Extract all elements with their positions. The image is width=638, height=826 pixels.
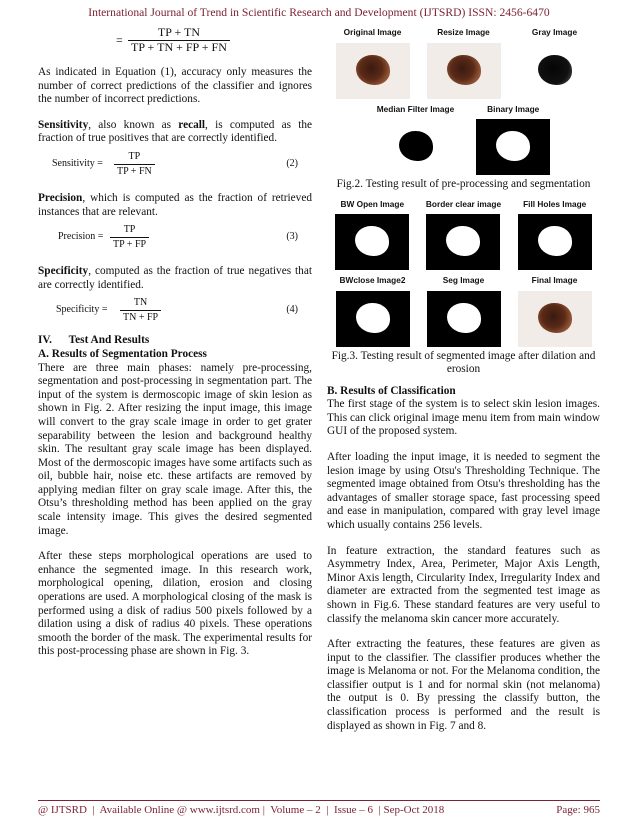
figure-3-row-2	[327, 274, 600, 347]
equation-number: (3)	[286, 231, 298, 243]
paragraph-segmentation: There are three main phases: namely pre-processing, segmentation and post-processing in segmentation part. The input of the system is dermoscopic image of skin lesion as shown in Fig. 2. After resizing the input image, this image will convert to the gray scale image in order to get grater separability between the lesion and background healthy skin. The resultant gray scale image has been displayed. Most of the dermoscopic images have some artifacts such as oil, bubble hair, noise etc. these artifacts are removed by applying median filter on gray scale image. After this, the Otsu’s thresholding method has been applied on the gray scale intensity image. This gives the desired segmented image.	[38, 361, 312, 537]
panel-caption: BW Open Image	[340, 198, 405, 209]
equation-number: (4)	[286, 304, 298, 316]
page-footer	[38, 800, 600, 816]
text: , also known as	[88, 118, 179, 131]
term-sensitivity: Sensitivity	[38, 118, 89, 131]
equation-sensitivity	[38, 150, 312, 184]
lesion	[447, 55, 481, 85]
figure-3-row-1	[327, 198, 600, 271]
panel-caption: Median Filter Image	[376, 103, 455, 114]
panel-caption: Border clear image	[425, 198, 502, 209]
paragraph-classification-2: After loading the input image, it is needed to segment the lesion image by using Otsu's Thresholding Technique. The segmented image obtained from Otsu's thresholding has the advantages of smaller storage space, fast processing speed and ease in manipulation, compared with gray level image which usually contains 256 levels.	[327, 450, 600, 531]
binary-image	[476, 119, 550, 175]
equation-label: Specificity =	[56, 304, 108, 316]
panel-caption: Binary Image	[487, 103, 540, 114]
figure-3-caption: Fig.3. Testing result of segmented image after dilation and erosion	[331, 349, 596, 376]
figure-panel	[335, 198, 409, 271]
text: , is computed as the fraction of true positives that are correctly identified.	[38, 118, 313, 145]
equation-accuracy-tail	[38, 26, 312, 58]
denominator: TP + FP	[110, 237, 149, 252]
equation-precision	[38, 223, 312, 257]
fraction	[110, 223, 149, 251]
figure-2-row-1	[327, 26, 600, 99]
term-precision: Precision	[38, 191, 83, 204]
text: , computed as the fraction of true negatives that are correctly identified.	[38, 265, 312, 291]
paragraph-sensitivity	[38, 119, 312, 146]
numerator: TN	[133, 297, 148, 309]
left-column	[38, 26, 312, 671]
journal-header: International Journal of Trend in Scientific Research and Development (IJTSRD) ISSN: 2456-6470	[88, 6, 550, 19]
figure-panel	[336, 274, 410, 347]
denominator: TN + FP	[120, 310, 161, 325]
paragraph-classification-3: In feature extraction, the standard features such as Asymmetry Index, Area, Perimeter, Major Axis Length, Minor Axis length, Circularity Index, Irregularity Index and diameter are extracted from the segmented test image as shown in Fig.6. These standard features are very useful to classify the melanoma skin cancer more accurately.	[327, 544, 600, 625]
denominator: TP + FN	[114, 164, 155, 179]
figure-2-row-2	[327, 103, 600, 176]
original-image	[336, 43, 410, 99]
figure-3	[327, 198, 600, 377]
bwclose-image	[336, 291, 410, 347]
figure-panel	[427, 26, 501, 99]
lesion	[538, 226, 572, 256]
panel-caption: Seg Image	[442, 275, 485, 286]
lesion	[355, 226, 389, 256]
lesion	[446, 226, 480, 256]
denominator: TP + TN + FP + FN	[128, 40, 230, 55]
numerator: TP + TN	[157, 25, 200, 39]
border-clear-image	[426, 214, 500, 270]
panel-caption: Final Image	[531, 275, 578, 286]
paragraph-morphology: After these steps morphological operations are used to enhance the segmented image. In this research work, morphological opening, dilation, erosion and closing operations are used. A morphological closing of the mask is performed using a disk of radius 500 pixels followed by a dilation using a disk of radius 40 pixels. These operations smooth the border of the mask. The experimental results for this post-processing phase are shown in Fig. 3.	[38, 550, 312, 658]
fraction	[114, 150, 155, 178]
panel-caption: Resize Image	[437, 27, 490, 37]
figure-panel	[518, 198, 592, 271]
bw-open-image	[335, 214, 409, 270]
term-recall: recall	[178, 118, 206, 131]
figure-panel	[377, 103, 454, 176]
equation-specificity	[38, 296, 312, 330]
seg-image	[427, 291, 501, 347]
term-specificity: Specificity	[38, 265, 89, 278]
figure-panel	[426, 198, 501, 271]
panel-caption: BWclose Image2	[339, 275, 406, 286]
numerator: TP	[128, 150, 141, 162]
panel-caption: Original Image	[343, 27, 402, 37]
lesion	[399, 131, 433, 161]
lesion	[538, 303, 572, 333]
resize-image	[427, 43, 501, 99]
figure-panel	[518, 274, 592, 347]
paragraph-accuracy: As indicated in Equation (1), accuracy only measures the number of correct predictions of the classifier and ignores the number of incorrect predictions.	[38, 66, 312, 106]
final-image	[518, 291, 592, 347]
figure-2	[327, 26, 600, 192]
subsection-heading: A. Results of Segmentation Process	[38, 347, 207, 360]
footer-info: @ IJTSRD | Available Online @ www.ijtsrd.com | Volume – 2 | Issue – 6 | Sep-Oct 2018	[38, 804, 445, 816]
panel-caption: Gray Image	[531, 27, 578, 37]
figure-panel	[518, 26, 592, 99]
median-filter-image	[379, 119, 453, 175]
figure-panel	[427, 274, 501, 347]
figure-panel	[336, 26, 410, 99]
right-column	[327, 26, 600, 745]
fraction	[120, 296, 161, 324]
lesion	[356, 55, 390, 85]
panel-caption: Fill Holes Image	[523, 198, 587, 209]
equals-sign: =	[116, 33, 123, 47]
paragraph-precision	[38, 192, 312, 219]
figure-panel	[476, 103, 550, 176]
paragraph-classification-1: The first stage of the system is to select skin lesion images. This can click original image menu item from main window GUI of the proposed system.	[327, 398, 600, 438]
paragraph-specificity	[38, 265, 312, 292]
lesion	[447, 303, 481, 333]
fill-holes-image	[518, 214, 592, 270]
section-heading: IV. Test And Results	[38, 334, 150, 347]
fraction	[128, 26, 230, 54]
lesion	[356, 303, 390, 333]
page-number: Page: 965	[556, 804, 600, 816]
paragraph-classification-4: After extracting the features, these features are given as input to the classifier. The classifier produces whether the image is Melanoma or not. For the Melanoma condition, the classifier output is 1 and for normal skin (not melanoma) the output is 0. By pressing the classify button, the classification process is performed and the result is displayed as shown in Fig. 7 and 8.	[327, 638, 600, 732]
gray-image	[518, 43, 592, 99]
equation-label: Precision =	[58, 231, 104, 243]
equation-label: Sensitivity =	[52, 157, 103, 169]
subsection-heading: B. Results of Classification	[327, 384, 456, 397]
numerator: TP	[123, 224, 136, 236]
lesion	[496, 131, 530, 161]
equation-number: (2)	[286, 157, 298, 169]
figure-2-caption: Fig.2. Testing result of pre-processing and segmentation	[336, 178, 591, 191]
text: , which is computed as the fraction of retrieved instances that are relevant.	[38, 191, 312, 218]
lesion	[538, 55, 572, 85]
